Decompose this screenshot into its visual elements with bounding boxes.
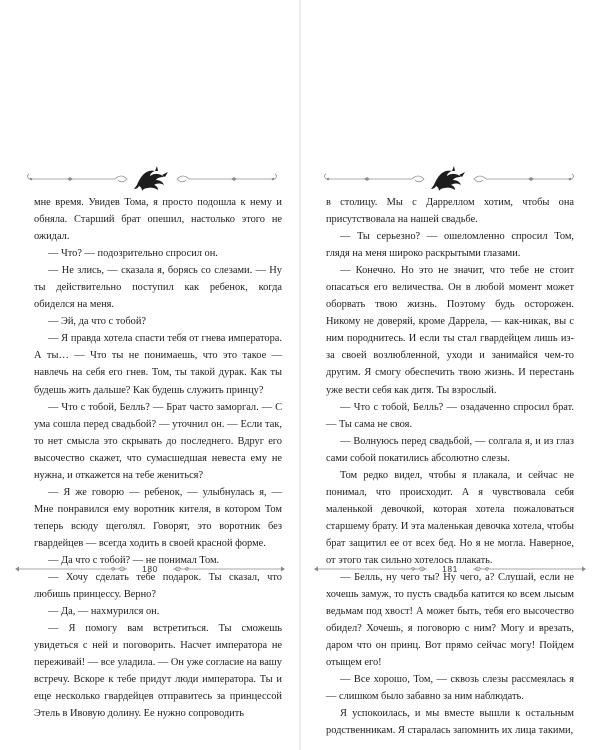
- paragraph: — Волнуюсь перед свадьбой, — солгала я, и из глаз сами собой покатились абсолютно слезы.: [326, 435, 574, 464]
- paragraph: — Что? — подозрительно спросил он.: [48, 248, 218, 260]
- paragraph: — Я же говорю — ребенок, — улыбнулась я, — Мне понравился ему воротник кителя, в котором Том теперь всюду щеголял. Говорят, это воротник без гвардейцев — всегда ходить в своей красной форме.: [34, 486, 282, 549]
- paragraph: — Что с тобой, Белль? — озадаченно спросил брат. — Ты сама не своя.: [326, 401, 574, 430]
- paragraph: в столицу. Мы с Дарреллом хотим, чтобы она присутствовала на нашей свадьбе.: [326, 197, 574, 226]
- paragraph: — Не злись, — сказала я, борясь со слезами. — Ну ты действительно поступил как ребенок, когда обиделся на меня.: [34, 265, 282, 311]
- paragraph: мне время. Увидев Тома, я просто подошла к нему и обняла. Старший брат опешил, настолько этого не ожидал.: [34, 197, 282, 243]
- dragon-icon: [27, 163, 277, 193]
- page-text: [34, 194, 282, 722]
- header-ornament: [27, 163, 277, 193]
- paragraph: — Конечно. Но это не значит, что тебе не стоит опасаться его величества. Он в любой момент может оборвать твою жизнь. Поэтому будь осторожен. Никому не доверяй, кроме Даррела, — как-никак, вы с ним породнитесь. И если ты стал гвардейцем лишь из-за своей возлюбленной, уходи и занимайся чем-то другим. Я смогу обеспечить твою жизнь. И перестань уже вести себя как дитя. Ты взрослый.: [326, 265, 574, 396]
- paragraph: — Я правда хотела спасти тебя от гнева императора. А ты… — Что ты не понимаешь, что это такое — навлечь на себя его гнев. Том, ты такой дурак. Как ты будешь жить дальше? Как будешь служить принцу?: [34, 333, 282, 396]
- paragraph: — Да, — нахмурился он.: [48, 606, 160, 618]
- paragraph: — Все хорошо, Том, — сквозь слезы рассмеялась я — слишком было забавно за ним наблюдать.: [326, 674, 574, 703]
- paragraph: — Я помогу вам встретиться. Ты сможешь увидеться с ней и поговорить. Насчет императора не переживай! — все уладила. — Он уже согласие на вашу встречу. Вскоре к тебе придут люди императора. Ты и еще несколько гвардейцев отправитесь за принцессой Этель в Ивовую долину. Ее нужно сопроводить: [34, 623, 282, 720]
- page-number: 181: [442, 564, 458, 574]
- paragraph: — Что с тобой, Белль? — Брат часто заморгал. — С ума сошла перед свадьбой? — уточнил он. — Если так, то нет смысла это скрывать до последнего. Вдруг его высочество скажет, что сумасшедшая невеста ему не нужна, и откажется на тебе жениться?: [34, 401, 282, 481]
- page-number: 180: [142, 564, 158, 574]
- page-text: [326, 194, 574, 740]
- dragon-icon: [324, 163, 574, 193]
- paragraph: — Да что с тобой? — не понимал Том.: [48, 554, 220, 566]
- right-page: [300, 0, 600, 750]
- header-ornament: [324, 163, 574, 193]
- footer-ornament: [314, 562, 586, 576]
- footer-ornament: [15, 562, 285, 576]
- paragraph: — Белль, ну чего ты? Ну чего, а? Слушай, если не хочешь замуж, то пусть свадьба катится ко всем лысым ведьмам под хвост! А может быть, тебя его высочество обидел? Хочешь, я поговорю с ним? Могу и врезать, даром что он принц. Вот прямо сейчас могу! Пойдем отыщем его!: [326, 572, 574, 669]
- paragraph: — Хочу сделать тебе подарок. Ты сказал, что любишь принцессу. Верно?: [34, 572, 282, 601]
- paragraph: Том редко видел, чтобы я плакала, и сейчас не понимал, что происходит. А я чувствовала себя маленькой девочкой, которая хотела пожаловаться старшему брату. И эта маленькая девочка хотела, чтобы брат защитил ее от всех бед. Но я не могла. Наверное, от этого так сильно хотелось плакать.: [326, 469, 574, 566]
- paragraph: Я успокоилась, и мы вместе вышли к остальным родственникам. Я старалась запомнить их лица такими,: [326, 708, 574, 737]
- paragraph: — Ты серьезно? — ошеломленно спросил Том, глядя на меня широко раскрытыми глазами.: [326, 231, 574, 260]
- paragraph: — Эй, да что с тобой?: [48, 316, 146, 328]
